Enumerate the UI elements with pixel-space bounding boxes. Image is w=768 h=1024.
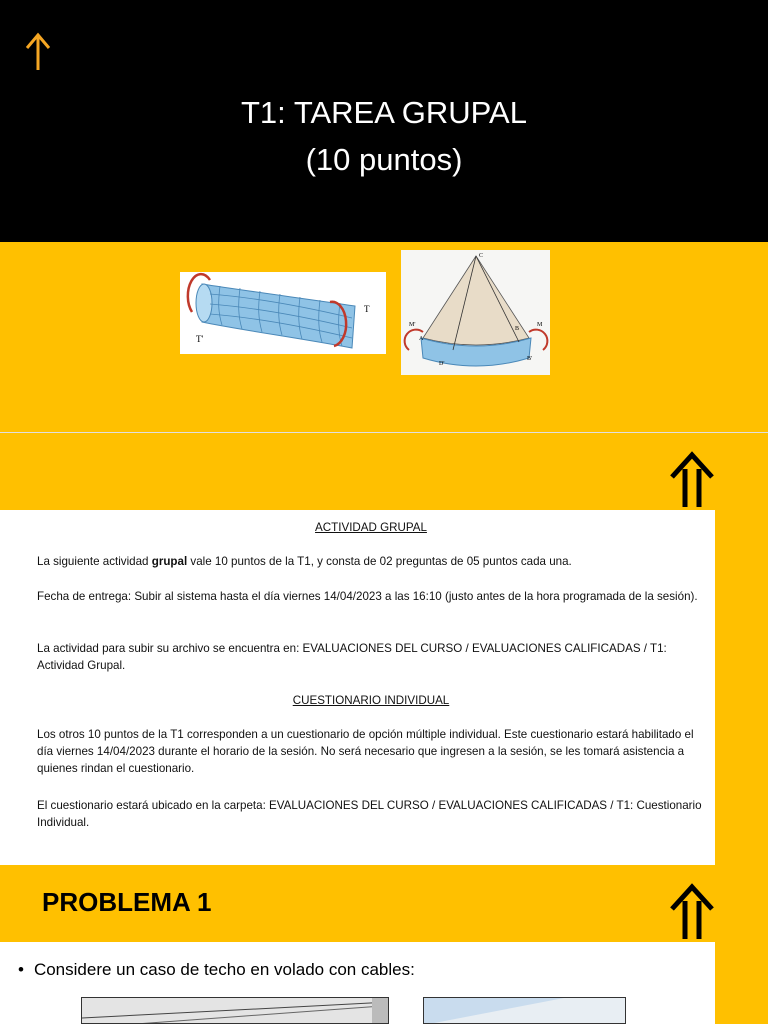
point-a-label: A — [419, 336, 424, 342]
bullet-item — [18, 960, 415, 980]
bullet-text: Considere un caso de techo en volado con cables: — [33, 960, 415, 979]
cantilever-roof-photo-2 — [423, 997, 626, 1024]
slide3-side-bar — [715, 942, 768, 1024]
problem-title: PROBLEMA 1 — [42, 887, 212, 917]
cantilever-roof-photo — [81, 997, 389, 1024]
point-bprime-label: B' — [527, 356, 533, 362]
paragraph-fecha-entrega: Fecha de entrega: Subir al sistema hasta el día viernes 14/04/2023 a las 16:10 (justo antes de la hora programada de la sesión). — [37, 590, 698, 603]
slide2-header-band — [0, 433, 768, 510]
paragraph-actividad-intro: La siguiente actividad grupal vale 10 puntos de la T1, y consta de 02 preguntas de 05 puntos cada una. — [37, 555, 572, 568]
torque-label-right: T — [364, 304, 370, 314]
slide-subtitle: (10 puntos) — [305, 142, 463, 177]
arrow-up-icon — [22, 30, 54, 74]
moment-mprime-label: M' — [409, 322, 416, 328]
torsion-shaft-illustration — [180, 272, 386, 354]
point-c-label: C — [479, 253, 484, 259]
university-logo-icon — [668, 451, 716, 509]
slide-title: T1: TAREA GRUPAL — [241, 95, 527, 130]
bullet-symbol: • — [18, 960, 24, 979]
point-b-label: B — [515, 326, 520, 332]
university-logo-icon — [668, 883, 716, 941]
paragraph-ubicacion-archivo: La actividad para subir su archivo se encuentra en: EVALUACIONES DEL CURSO / EVALUACIONES CALIFICADAS / T1: Actividad Grupal. — [37, 642, 667, 672]
heading-cuestionario-individual: CUESTIONARIO INDIVIDUAL — [292, 694, 450, 707]
paragraph-cuestionario-ubicacion: El cuestionario estará ubicado en la carpeta: EVALUACIONES DEL CURSO / EVALUACIONES CALIFICADAS / T1: Cuestionario Individual. — [37, 799, 702, 829]
paragraph-cuestionario-info: Los otros 10 puntos de la T1 corresponden a un cuestionario de opción múltiple individual. Este cuestionario estará habilitado el día viernes 14/04/2023 durante el horario de la sesión. No será necesario que ingresen a la sesión, se les tomará asistencia a quienes rindan el cuestionario. — [37, 728, 694, 775]
moment-m-label: M — [537, 322, 543, 328]
slide2-side-bar — [715, 510, 768, 865]
heading-actividad-grupal: ACTIVIDAD GRUPAL — [315, 521, 427, 534]
bending-beam-illustration — [401, 250, 550, 375]
torque-label-left: T' — [196, 334, 204, 344]
point-d-label: D' — [439, 361, 445, 367]
